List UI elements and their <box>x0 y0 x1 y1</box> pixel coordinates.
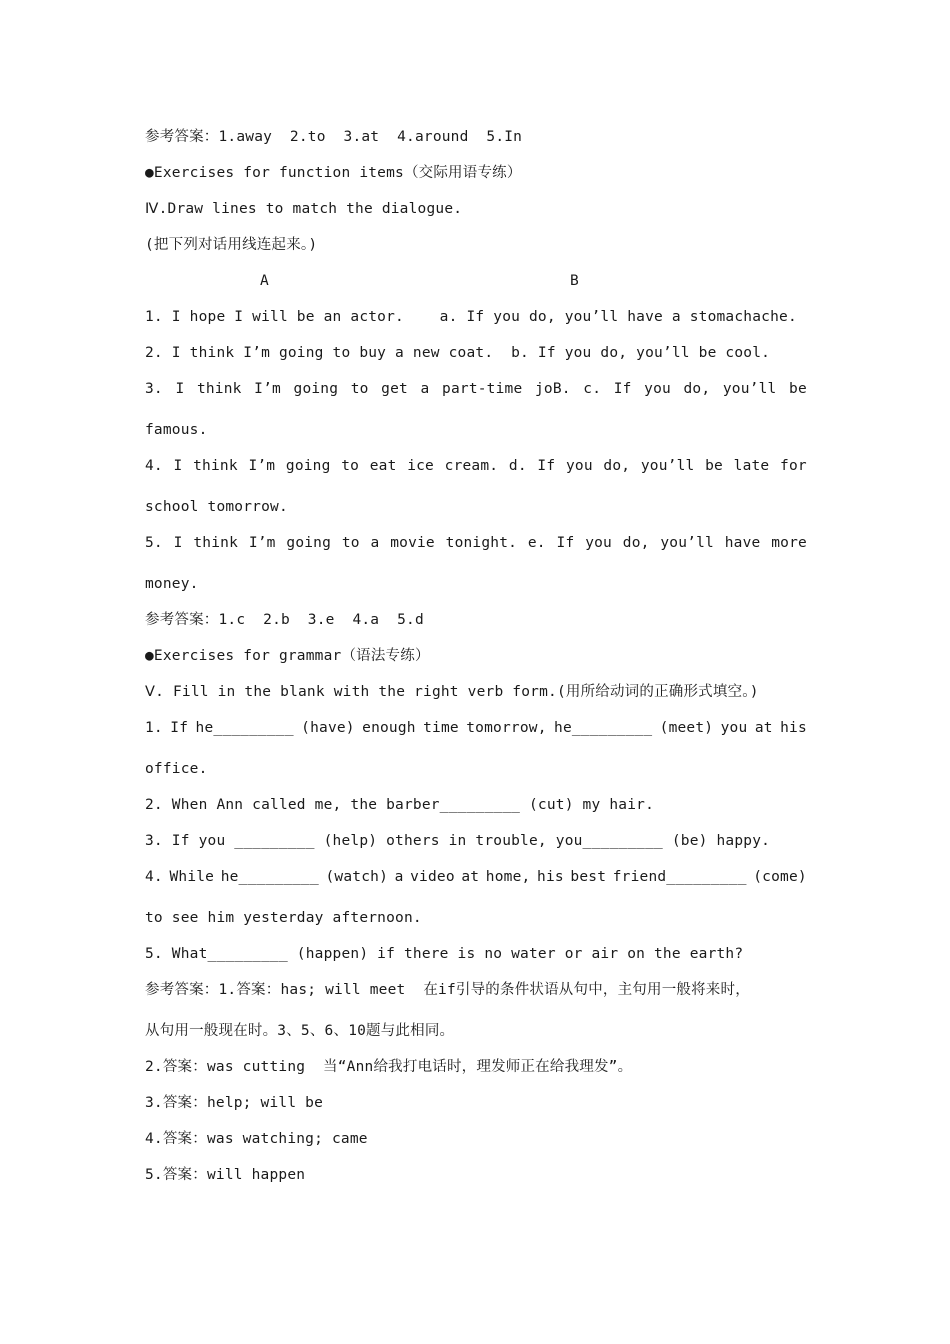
answer-key-grammar-2: 2.答案：was cutting 当“Ann给我打电话时，理发师正在给我理发”。 <box>145 1059 633 1075</box>
match-item-5-continued: money. <box>145 576 199 592</box>
fill-item-3: 3. If you _________ (help) others in trouble, you_________ (be) happy. <box>145 833 771 849</box>
answer-key-grammar-4: 4.答案：was watching; came <box>145 1131 368 1147</box>
answer-key-grammar-5: 5.答案：will happen <box>145 1167 306 1183</box>
answer-key-matching: 参考答案：1.c 2.b 3.e 4.a 5.d <box>145 612 424 628</box>
fill-item-4-continued: to see him yesterday afternoon. <box>145 910 422 926</box>
answer-key-grammar-1-continued: 从句用一般现在时。3、5、6、10题与此相同。 <box>145 1023 455 1039</box>
answer-key-grammar-1: 参考答案：1.答案：has; will meet 在if引导的条件状语从句中，主句用一般将来时， <box>145 982 750 998</box>
section-4-title: Ⅳ.Draw lines to match the dialogue. <box>145 201 463 217</box>
match-item-3-continued: famous. <box>145 422 208 438</box>
match-item-4-continued: school tomorrow. <box>145 499 288 515</box>
fill-item-2: 2. When Ann called me, the barber_________ (cut) my hair. <box>145 797 654 813</box>
match-item-5: 5. I think I’m going to a movie tonight. e. If you do, you’ll have more <box>145 535 807 551</box>
answer-key-prepositions: 参考答案：1.away 2.to 3.at 4.around 5.In <box>145 129 523 145</box>
column-a-heading: A <box>260 273 269 289</box>
section-5-title: Ⅴ. Fill in the blank with the right verb form.(用所给动词的正确形式填空。) <box>145 684 759 700</box>
fill-item-1: 1. If he_________ (have) enough time tomorrow, he_________ (meet) you at his <box>145 720 807 736</box>
match-item-4: 4. I think I’m going to eat ice cream. d. If you do, you’ll be late for <box>145 458 807 474</box>
match-item-1: 1. I hope I will be an actor. a. If you do, you’ll have a stomachache. <box>145 309 797 325</box>
fill-item-4: 4. While he_________ (watch) a video at home, his best friend_________ (come) <box>145 869 807 885</box>
fill-item-5: 5. What_________ (happen) if there is no water or air on the earth? <box>145 946 744 962</box>
section-4-instruction: (把下列对话用线连起来。) <box>145 237 318 253</box>
function-items-header: ●Exercises for function items（交际用语专练） <box>145 165 522 181</box>
match-item-3: 3. I think I’m going to get a part-time joB. c. If you do, you’ll be <box>145 381 807 397</box>
column-b-heading: B <box>570 273 579 289</box>
match-item-2: 2. I think I’m going to buy a new coat. b. If you do, you’ll be cool. <box>145 345 771 361</box>
answer-key-grammar-3: 3.答案：help; will be <box>145 1095 324 1111</box>
fill-item-1-continued: office. <box>145 761 208 777</box>
grammar-header: ●Exercises for grammar（语法专练） <box>145 648 430 664</box>
